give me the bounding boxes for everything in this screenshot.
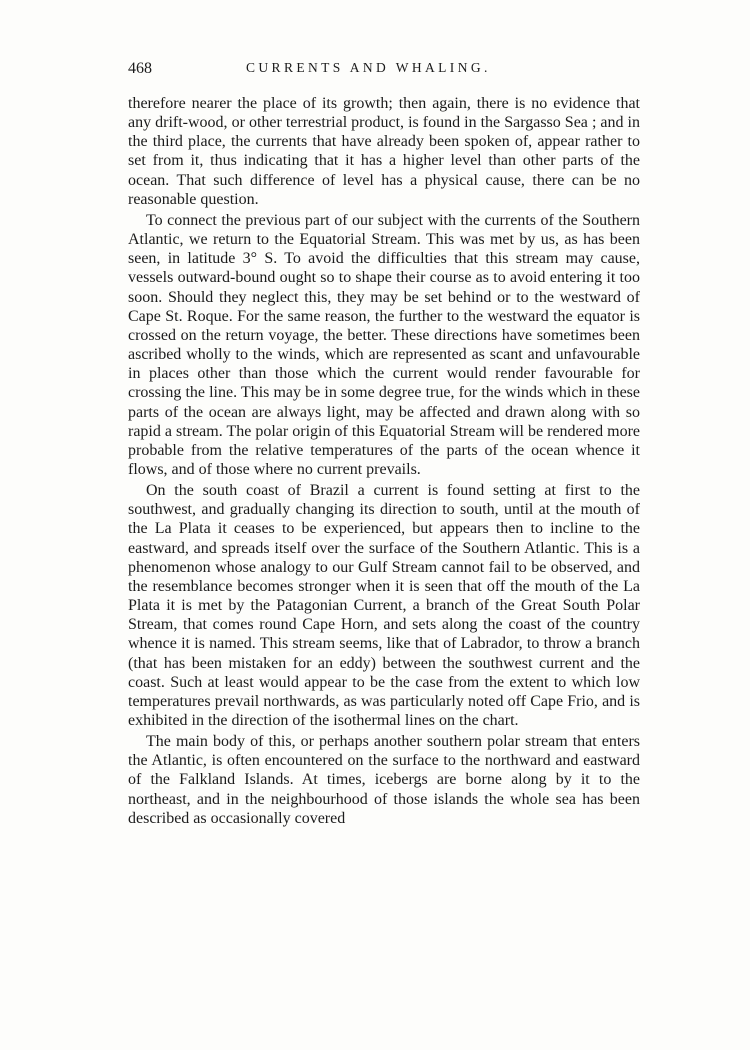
body-text: [128, 94, 640, 828]
paragraph-southern-polar-stream: The main body of this, or perhaps another southern polar stream that enters the Atlantic, is often encountered on the surface to the northward and eastward of the Falkland Islands. At times, icebergs are borne along by it to the northeast, and in the neighbourhood of those islands the whole sea has been described as occasionally covered: [128, 733, 640, 827]
paragraph-equatorial-stream: To connect the previous part of our subject with the currents of the Southern Atlantic, we return to the Equatorial Stream. This was met by us, as has been seen, in latitude 3° S. To avoid the difficulties that this stream may cause, vessels outward-bound ought so to shape their course as to avoid entering it too soon. Should they neglect this, they may be set behind or to the westward of Cape St. Roque. For the same reason, the further to the westward the equator is crossed on the return voyage, the better. These directions have sometimes been ascribed wholly to the winds, which are represented as scant and unfavourable in places other than those which the current would render favourable for crossing the line. This may be in some degree true, for the winds which in these parts of the ocean are always light, may be affected and drawn along with so rapid a stream. The polar origin of this Equatorial Stream will be rendered more probable from the relative temperatures of the parts of the ocean whence it flows, and of those where no current prevails.: [128, 211, 640, 478]
paragraph-brazil-current: On the south coast of Brazil a current is found setting at first to the southwest, and gradually changing its direction to south, until at the mouth of the La Plata it ceases to be experienced, but appears then to incline to the eastward, and spreads itself over the surface of the Southern Atlantic. This is a phenomenon whose analogy to our Gulf Stream cannot fail to be observed, and the resemblance becomes stronger when it is seen that off the mouth of the La Plata it is met by the Patagonian Current, a branch of the Great South Polar Stream, that comes round Cape Horn, and sets along the coast of the country whence it is named. This stream seems, like that of Labrador, to throw a branch (that has been mistaken for an eddy) between the southwest current and the coast. Such at least would appear to be the case from the extent to which low temperatures prevail northwards, as was particularly noted off Cape Frio, and is exhibited in the direction of the isothermal lines on the chart.: [128, 482, 640, 729]
paragraph-continued: therefore nearer the place of its growth; then again, there is no evidence that any drift-wood, or other terrestrial product, is found in the Sargasso Sea ; and in the third place, the currents that have already been spoken of, appear rather to set from it, thus indicating that it has a higher level than other parts of the ocean. That such difference of level has a physical cause, there can be no reasonable question.: [128, 95, 640, 208]
running-header: [128, 60, 640, 82]
page-number: 468: [128, 60, 152, 77]
running-title: CURRENTS AND WHALING.: [246, 60, 491, 75]
